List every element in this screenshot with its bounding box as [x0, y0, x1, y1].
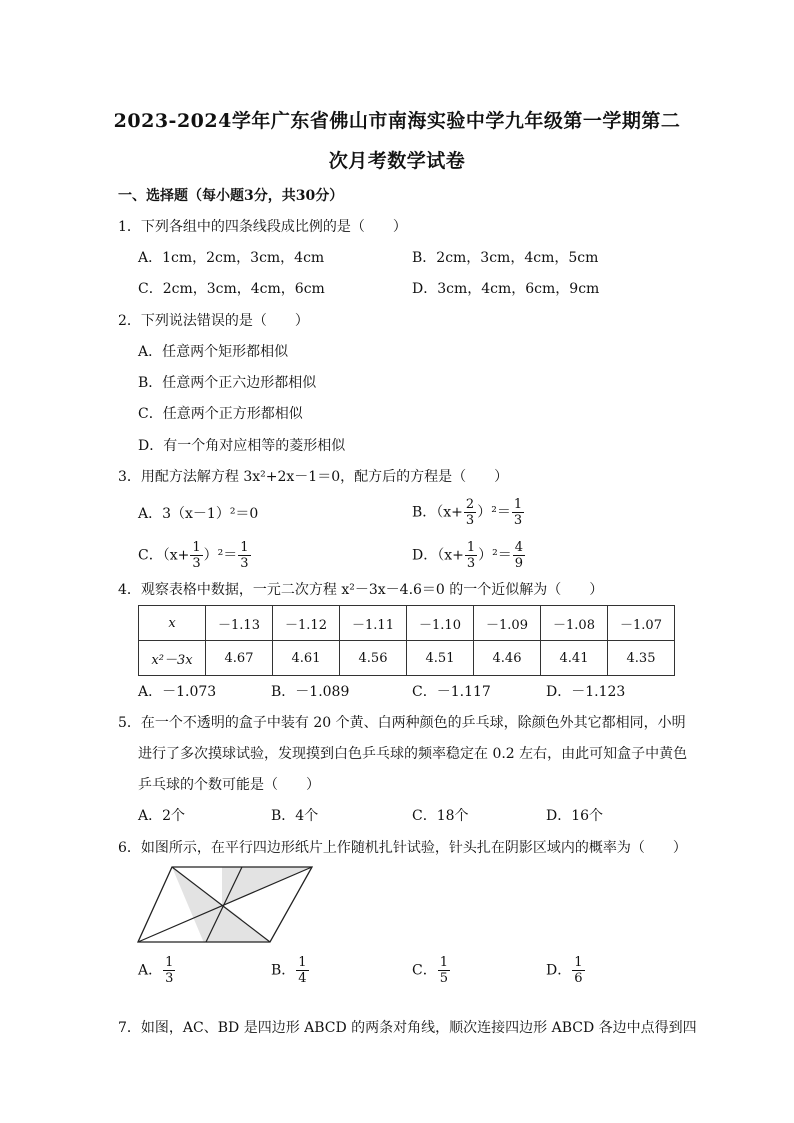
table-cell: －1.08 — [541, 606, 608, 641]
denominator: 5 — [439, 971, 448, 986]
q3-c-mid: ）²＝ — [203, 547, 238, 564]
section-heading: 一、选择题（每小题3分，共30分） — [118, 188, 344, 204]
q3-d-prefix: D．（x+ — [412, 547, 464, 564]
parallelogram-figure — [136, 864, 316, 946]
q3-option-a: A．3（x－1）²＝0 — [138, 506, 259, 522]
q1-stem: 1．下列各组中的四条线段成比例的是（ ） — [118, 219, 407, 235]
q3-b-prefix: B．（x+ — [412, 504, 463, 521]
q3-option-b — [412, 497, 525, 528]
page-title-line2: 次月考数学试卷 — [328, 150, 466, 172]
q3-d-mid: ）²＝ — [478, 547, 512, 564]
denominator: 3 — [466, 556, 476, 571]
numerator: 1 — [513, 497, 523, 512]
q6-option-c — [412, 955, 451, 986]
denominator: 9 — [514, 556, 524, 571]
q6-option-b — [271, 955, 310, 986]
table-cell: 4.51 — [407, 641, 474, 676]
q6-option-d — [546, 955, 586, 986]
q4-data-table — [138, 605, 675, 676]
q1-option-a: A．1cm，2cm，3cm，4cm — [138, 250, 325, 266]
q1-option-d: D．3cm，4cm，6cm，9cm — [412, 281, 600, 297]
table-row — [139, 606, 675, 641]
table-cell: －1.10 — [407, 606, 474, 641]
q6-a-fraction — [163, 955, 175, 986]
table-cell: －1.11 — [340, 606, 407, 641]
numerator: 1 — [192, 540, 201, 555]
q2-option-c: C．任意两个正方形都相似 — [138, 406, 303, 422]
q3-option-c — [138, 540, 252, 571]
q6-a-prefix: A． — [138, 962, 163, 979]
q6-d-prefix: D． — [546, 962, 572, 979]
q5-stem-line2: 进行了多次摸球试验，发现摸到白色乒乓球的频率稳定在 0.2 左右，由此可知盒子中黄色 — [138, 746, 688, 762]
q3-b-fraction-1 — [464, 497, 476, 528]
q7-stem-line1: 7．如图，AC、BD 是四边形 ABCD 的两条对角线，顺次连接四边形 ABCD 各边中点得到四 — [118, 1020, 697, 1036]
table-cell: －1.07 — [608, 606, 675, 641]
numerator: 1 — [298, 955, 307, 970]
q3-c-fraction-2 — [238, 540, 250, 571]
q2-stem: 2．下列说法错误的是（ ） — [118, 313, 309, 329]
denominator: 3 — [165, 971, 174, 986]
table-cell: －1.13 — [206, 606, 273, 641]
q3-c-prefix: C．（x+ — [138, 547, 190, 564]
table-cell: x²－3x — [139, 641, 206, 676]
q6-c-prefix: C． — [412, 962, 437, 979]
q1-option-b: B．2cm，3cm，4cm，5cm — [412, 250, 599, 266]
q4-option-a: A．－1.073 — [138, 684, 217, 700]
numerator: 1 — [240, 540, 249, 555]
q3-option-d — [412, 540, 526, 571]
denominator: 6 — [574, 971, 583, 986]
q3-stem: 3．用配方法解方程 3x²+2x－1＝0，配方后的方程是（ ） — [118, 469, 509, 485]
numerator: 1 — [165, 955, 174, 970]
q2-option-b: B．任意两个正六边形都相似 — [138, 375, 317, 391]
q2-option-d: D．有一个角对应相等的菱形相似 — [138, 438, 346, 454]
q3-b-fraction-2 — [512, 497, 524, 528]
q5-stem-line1: 5．在一个不透明的盒子中装有 20 个黄、白两种颜色的乒乓球，除颜色外其它都相同，小明 — [118, 715, 686, 731]
q6-b-fraction — [296, 955, 308, 986]
q5-option-b: B．4个 — [271, 808, 319, 824]
q5-option-d: D．16个 — [546, 808, 604, 824]
q6-d-fraction — [572, 955, 584, 986]
table-cell: －1.09 — [474, 606, 541, 641]
numerator: 1 — [439, 955, 448, 970]
numerator: 1 — [466, 540, 476, 555]
numerator: 1 — [574, 955, 583, 970]
q4-option-d: D．－1.123 — [546, 684, 626, 700]
table-cell: 4.41 — [541, 641, 608, 676]
q4-option-c: C．－1.117 — [412, 684, 491, 700]
table-cell: 4.56 — [340, 641, 407, 676]
q1-option-c: C．2cm，3cm，4cm，6cm — [138, 281, 325, 297]
q3-d-fraction-1 — [465, 540, 477, 571]
q6-b-prefix: B． — [271, 962, 296, 979]
q6-option-a — [138, 955, 176, 986]
q2-option-a: A．任意两个矩形都相似 — [138, 344, 289, 360]
q4-stem: 4．观察表格中数据，一元二次方程 x²－3x－4.6＝0 的一个近似解为（ ） — [118, 582, 604, 598]
q3-c-fraction-1 — [190, 540, 202, 571]
numerator: 4 — [514, 540, 524, 555]
q5-option-a: A．2个 — [138, 808, 186, 824]
denominator: 3 — [240, 556, 249, 571]
q6-c-fraction — [438, 955, 450, 986]
denominator: 3 — [465, 513, 475, 528]
table-cell: 4.61 — [273, 641, 340, 676]
table-row — [139, 641, 675, 676]
q3-d-fraction-2 — [513, 540, 525, 571]
denominator: 4 — [298, 971, 307, 986]
q5-stem-line3: 乒乓球的个数可能是（ ） — [138, 777, 320, 793]
table-cell: x — [139, 606, 206, 641]
table-cell: 4.35 — [608, 641, 675, 676]
numerator: 2 — [465, 497, 475, 512]
table-cell: 4.67 — [206, 641, 273, 676]
q4-option-b: B．－1.089 — [271, 684, 350, 700]
denominator: 3 — [192, 556, 201, 571]
q3-b-mid: ）²＝ — [477, 504, 511, 521]
page-title-line1: 2023-2024学年广东省佛山市南海实验中学九年级第一学期第二 — [113, 110, 681, 132]
table-cell: 4.46 — [474, 641, 541, 676]
denominator: 3 — [513, 513, 523, 528]
table-cell: －1.12 — [273, 606, 340, 641]
q5-option-c: C．18个 — [412, 808, 469, 824]
q6-stem: 6．如图所示，在平行四边形纸片上作随机扎针试验，针头扎在阴影区域内的概率为（ ） — [118, 840, 687, 856]
